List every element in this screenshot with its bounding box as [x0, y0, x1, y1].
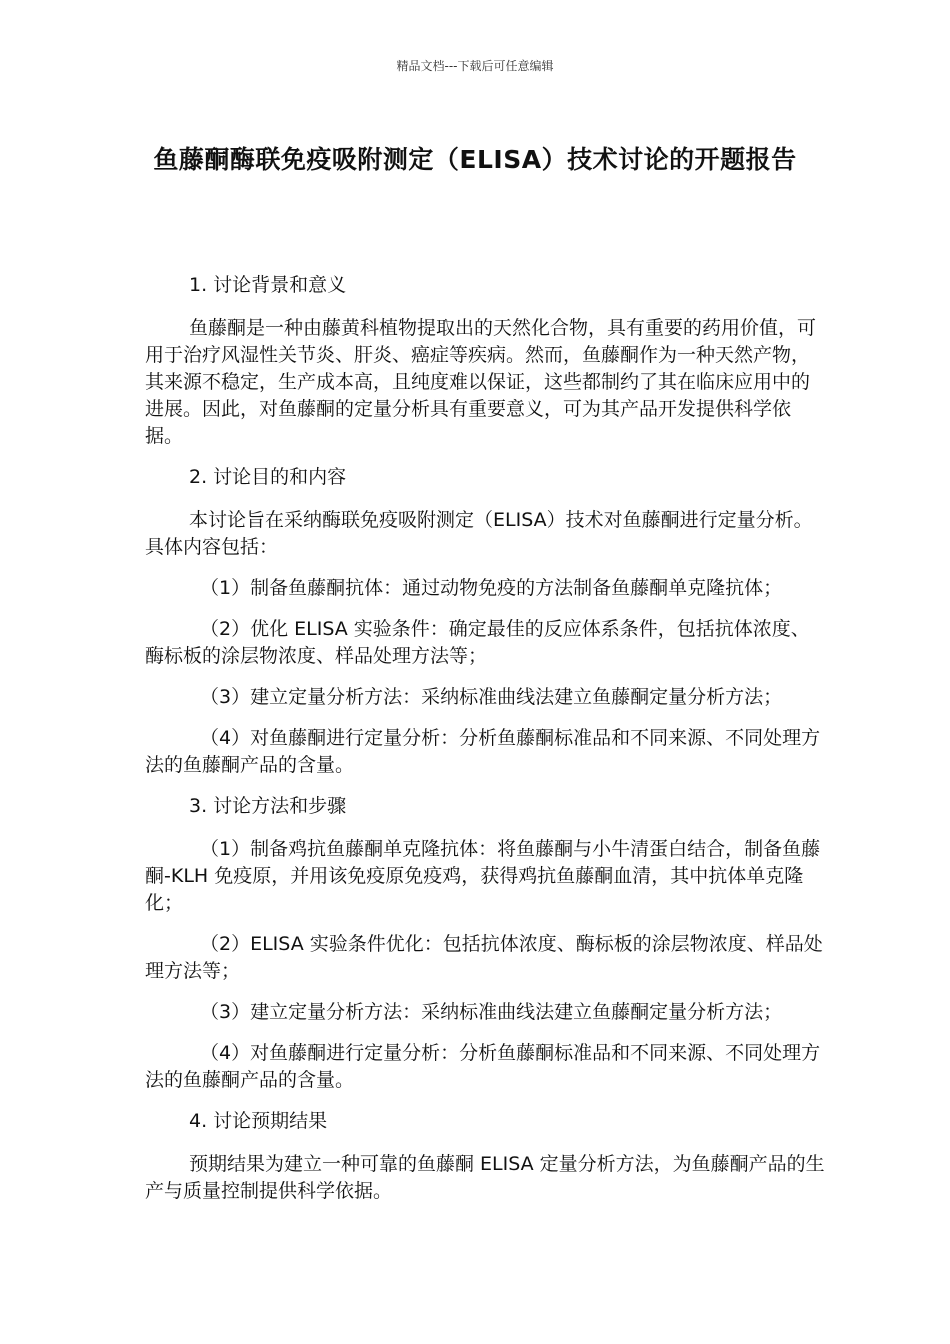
- paragraph: 本讨论旨在采纳酶联免疫吸附测定（ELISA）技术对鱼藤酮进行定量分析。具体内容包括：: [145, 509, 813, 558]
- list-item: （1）制备鱼藤酮抗体：通过动物免疫的方法制备鱼藤酮单克隆抗体；: [200, 577, 783, 599]
- document-title: 鱼藤酮酶联免疫吸附测定（ELISA）技术讨论的开题报告: [153, 145, 797, 174]
- document-body: [145, 272, 825, 1219]
- list-item: （2）ELISA 实验条件优化：包括抗体浓度、酶标板的涂层物浓度、样品处理方法等；: [145, 933, 823, 982]
- section-heading: 1. 讨论背景和意义: [189, 274, 347, 296]
- section-heading: 3. 讨论方法和步骤: [189, 795, 347, 817]
- paragraph: 鱼藤酮是一种由藤黄科植物提取出的天然化合物，具有重要的药用价值，可用于治疗风湿性关节炎、肝炎、癌症等疾病。然而，鱼藤酮作为一种天然产物，其来源不稳定，生产成本高，且纯度难以保证，这些都制约了其在临床应用中的进展。因此，对鱼藤酮的定量分析具有重要意义，可为其产品开发提供科学依据。: [145, 317, 817, 447]
- page-header: 精品文档---下载后可任意编辑: [396, 59, 554, 73]
- list-item: （4）对鱼藤酮进行定量分析：分析鱼藤酮标准品和不同来源、不同处理方法的鱼藤酮产品的含量。: [145, 1042, 821, 1091]
- section-heading: 4. 讨论预期结果: [189, 1110, 328, 1132]
- list-item: （3）建立定量分析方法：采纳标准曲线法建立鱼藤酮定量分析方法；: [200, 686, 783, 708]
- list-item: （1）制备鸡抗鱼藤酮单克隆抗体：将鱼藤酮与小牛清蛋白结合，制备鱼藤酮-KLH 免疫原，并用该免疫原免疫鸡，获得鸡抗鱼藤酮血清，其中抗体单克隆化；: [145, 838, 821, 914]
- list-item: （2）优化 ELISA 实验条件：确定最佳的反应体系条件，包括抗体浓度、酶标板的涂层物浓度、样品处理方法等；: [145, 618, 810, 667]
- paragraph: 预期结果为建立一种可靠的鱼藤酮 ELISA 定量分析方法，为鱼藤酮产品的生产与质量控制提供科学依据。: [145, 1153, 825, 1202]
- section-heading: 2. 讨论目的和内容: [189, 466, 347, 488]
- list-item: （3）建立定量分析方法：采纳标准曲线法建立鱼藤酮定量分析方法；: [200, 1001, 783, 1023]
- list-item: （4）对鱼藤酮进行定量分析：分析鱼藤酮标准品和不同来源、不同处理方法的鱼藤酮产品的含量。: [145, 727, 821, 776]
